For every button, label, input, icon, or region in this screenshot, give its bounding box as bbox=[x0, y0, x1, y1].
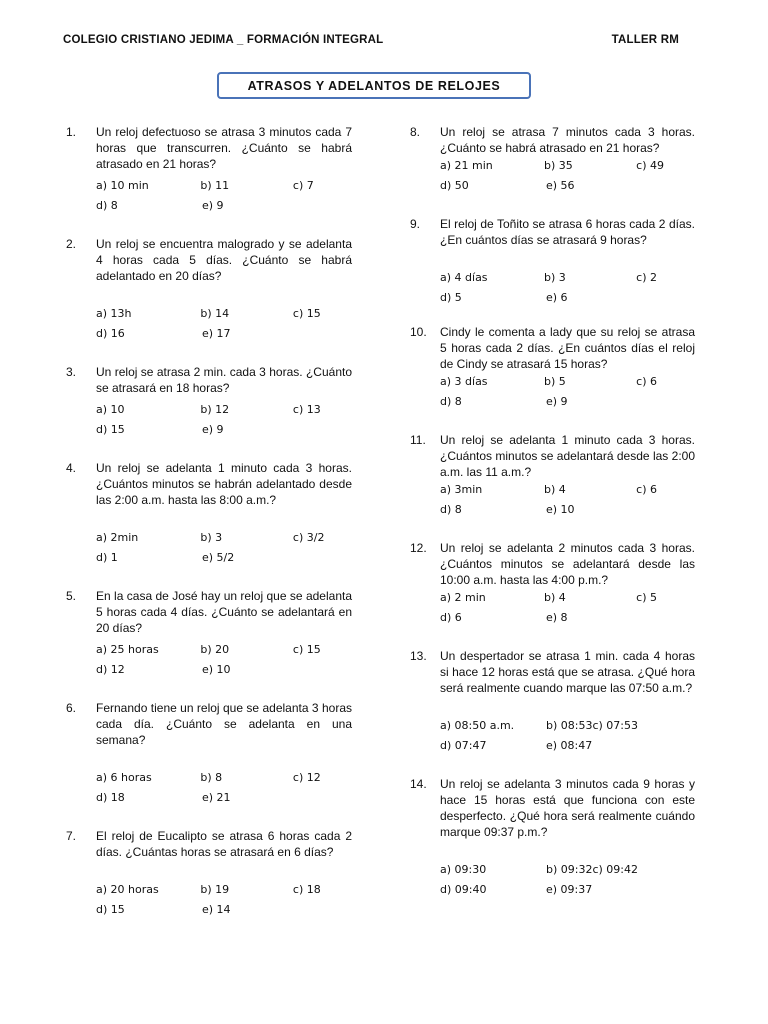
option-a: a) 10 min bbox=[96, 179, 149, 192]
option-b: b) 4 bbox=[543, 591, 566, 604]
option-a: a) 25 horas bbox=[96, 643, 159, 656]
question-7 bbox=[66, 828, 352, 920]
question-number: 10. bbox=[410, 325, 427, 339]
question-text: El reloj de Toñito se atrasa 6 horas cada 2 días. ¿En cuántos días se atrasará 9 horas? bbox=[440, 217, 695, 247]
option-c: c) 7 bbox=[292, 179, 314, 192]
answer-options bbox=[440, 716, 695, 756]
option-e: e) 10 bbox=[546, 503, 575, 516]
option-d: d) 15 bbox=[96, 903, 125, 916]
option-b: b) 19 bbox=[200, 883, 230, 896]
option-a: a) 3min bbox=[440, 483, 483, 496]
answer-options bbox=[96, 400, 352, 440]
question-number: 12. bbox=[410, 541, 427, 555]
answer-options bbox=[440, 156, 695, 196]
option-a: a) 2 min bbox=[440, 591, 486, 604]
option-e: e) 9 bbox=[546, 395, 568, 408]
answer-options bbox=[440, 480, 695, 520]
question-number: 1. bbox=[66, 125, 77, 139]
question-6 bbox=[66, 700, 352, 808]
question-number: 3. bbox=[66, 365, 77, 379]
answer-options bbox=[96, 768, 352, 808]
question-2 bbox=[66, 236, 352, 344]
question-text: Un reloj se adelanta 1 minuto cada 3 horas. ¿Cuántos minutos se adelantará desde las 2:00 a.m. las 11 a.m.? bbox=[440, 433, 695, 479]
option-c: c) 15 bbox=[292, 643, 321, 656]
option-c: c) 15 bbox=[292, 307, 321, 320]
option-d: d) 6 bbox=[440, 611, 462, 624]
option-e: e) 09:37 bbox=[546, 883, 593, 896]
option-a: a) 13h bbox=[96, 307, 132, 320]
option-c: c) 6 bbox=[636, 483, 657, 496]
option-c: c) 5 bbox=[636, 591, 657, 604]
option-b: b) 4 bbox=[543, 483, 566, 496]
question-number: 6. bbox=[66, 701, 77, 715]
answer-options bbox=[440, 588, 695, 628]
option-b: b) 14 bbox=[200, 307, 230, 320]
option-a: a) 08:50 a.m. bbox=[440, 719, 515, 732]
option-e: e) 9 bbox=[202, 199, 224, 212]
question-text: Un reloj se adelanta 3 minutos cada 9 horas y hace 15 horas está que funciona con este desperfecto. ¿Qué hora será realmente cuándo marque 09:37 p.m.? bbox=[440, 777, 695, 839]
option-a: a) 09:30 bbox=[440, 863, 487, 876]
question-3 bbox=[66, 364, 352, 440]
option-b: b) 11 bbox=[200, 179, 230, 192]
question-14 bbox=[410, 776, 695, 900]
option-e: e) 14 bbox=[202, 903, 231, 916]
question-11 bbox=[410, 432, 695, 520]
option-c: c) 6 bbox=[636, 375, 657, 388]
option-e: e) 9 bbox=[202, 423, 224, 436]
question-10 bbox=[410, 324, 695, 412]
option-d: d) 09:40 bbox=[440, 883, 487, 896]
question-text: Un reloj defectuoso se atrasa 3 minutos cada 7 horas que transcurren. ¿Cuánto se habrá atrasado en 21 horas? bbox=[96, 125, 352, 171]
question-number: 13. bbox=[410, 649, 427, 663]
option-d: d) 15 bbox=[96, 423, 125, 436]
option-e: e) 10 bbox=[202, 663, 231, 676]
option-e: e) 5/2 bbox=[202, 551, 235, 564]
option-d: d) 8 bbox=[96, 199, 118, 212]
option-c: c) 18 bbox=[292, 883, 321, 896]
question-number: 14. bbox=[410, 777, 427, 791]
worksheet-title: ATRASOS Y ADELANTOS DE RELOJES bbox=[217, 72, 531, 99]
option-d: d) 5 bbox=[440, 291, 462, 304]
option-a: a) 10 bbox=[96, 403, 125, 416]
question-9 bbox=[410, 216, 695, 308]
answer-options bbox=[96, 528, 352, 568]
school-name: COLEGIO CRISTIANO JEDIMA _ FORMACIÓN INTEGRAL bbox=[63, 34, 384, 46]
option-a: a) 21 min bbox=[440, 159, 493, 172]
question-number: 2. bbox=[66, 237, 77, 251]
option-e: e) 6 bbox=[546, 291, 568, 304]
question-number: 9. bbox=[410, 217, 421, 231]
option-e: e) 17 bbox=[202, 327, 231, 340]
option-b: b) 8 bbox=[200, 771, 223, 784]
question-5 bbox=[66, 588, 352, 680]
option-b: b) 20 bbox=[200, 643, 230, 656]
option-c: c) 13 bbox=[292, 403, 321, 416]
answer-options bbox=[96, 640, 352, 680]
option-e: e) 21 bbox=[202, 791, 231, 804]
answer-options bbox=[96, 880, 352, 920]
question-number: 7. bbox=[66, 829, 77, 843]
option-d: d) 8 bbox=[440, 395, 462, 408]
option-a: a) 6 horas bbox=[96, 771, 152, 784]
right-column bbox=[410, 124, 695, 900]
option-b-c: b) 08:53c) 07:53 bbox=[546, 719, 639, 732]
answer-options bbox=[440, 268, 695, 308]
option-a: a) 20 horas bbox=[96, 883, 159, 896]
option-c: c) 3/2 bbox=[292, 531, 325, 544]
option-e: e) 8 bbox=[546, 611, 568, 624]
option-d: d) 50 bbox=[440, 179, 469, 192]
option-d: d) 8 bbox=[440, 503, 462, 516]
option-c: c) 2 bbox=[636, 271, 657, 284]
option-e: e) 08:47 bbox=[546, 739, 593, 752]
question-text: Cindy le comenta a lady que su reloj se atrasa 5 horas cada 2 días. ¿En cuántos días el reloj de Cindy se atrasará 15 horas? bbox=[440, 325, 695, 371]
question-13 bbox=[410, 648, 695, 756]
question-1 bbox=[66, 124, 352, 216]
option-d: d) 18 bbox=[96, 791, 125, 804]
option-e: e) 56 bbox=[546, 179, 575, 192]
answer-options bbox=[440, 372, 695, 412]
option-d: d) 1 bbox=[96, 551, 118, 564]
option-b: b) 35 bbox=[543, 159, 573, 172]
option-a: a) 4 días bbox=[440, 271, 488, 284]
option-b: b) 12 bbox=[200, 403, 230, 416]
option-d: d) 12 bbox=[96, 663, 125, 676]
option-a: a) 3 días bbox=[440, 375, 488, 388]
question-8 bbox=[410, 124, 695, 196]
question-12 bbox=[410, 540, 695, 628]
question-4 bbox=[66, 460, 352, 568]
question-text: Un reloj se atrasa 7 minutos cada 3 horas. ¿Cuánto se habrá atrasado en 21 horas? bbox=[440, 125, 695, 155]
option-b: b) 3 bbox=[200, 531, 223, 544]
answer-options bbox=[96, 304, 352, 344]
option-b-c: b) 09:32c) 09:42 bbox=[546, 863, 639, 876]
question-text: Fernando tiene un reloj que se adelanta 3 horas cada día. ¿Cuánto se adelanta en una semana? bbox=[96, 701, 352, 747]
question-text: En la casa de José hay un reloj que se adelanta 5 horas cada 4 días. ¿Cuánto se adelantará en 20 días? bbox=[96, 589, 352, 635]
option-c: c) 49 bbox=[636, 159, 664, 172]
question-number: 8. bbox=[410, 125, 421, 139]
answer-options bbox=[96, 176, 352, 216]
answer-options bbox=[440, 860, 695, 900]
left-column bbox=[66, 124, 352, 920]
option-a: a) 2min bbox=[96, 531, 139, 544]
question-text: Un reloj se atrasa 2 min. cada 3 horas. ¿Cuánto se atrasará en 18 horas? bbox=[96, 365, 352, 395]
question-text: Un reloj se adelanta 1 minuto cada 3 horas. ¿Cuántos minutos se habrán adelantado desde las 2:00 a.m. hasta las 8:00 a.m.? bbox=[96, 461, 352, 507]
option-d: d) 07:47 bbox=[440, 739, 487, 752]
option-d: d) 16 bbox=[96, 327, 125, 340]
question-number: 4. bbox=[66, 461, 77, 475]
question-text: El reloj de Eucalipto se atrasa 6 horas cada 2 días. ¿Cuántas horas se atrasará en 6 días? bbox=[96, 829, 352, 859]
option-b: b) 5 bbox=[543, 375, 566, 388]
question-text: Un despertador se atrasa 1 min. cada 4 horas si hace 12 horas está que se atrasa. ¿Qué hora será realmente cuando marque las 07:50 a.m.? bbox=[440, 649, 695, 695]
option-c: c) 12 bbox=[292, 771, 321, 784]
question-number: 5. bbox=[66, 589, 77, 603]
course-name: TALLER RM bbox=[611, 34, 679, 46]
option-b: b) 3 bbox=[543, 271, 566, 284]
question-number: 11. bbox=[410, 433, 426, 447]
question-text: Un reloj se adelanta 2 minutos cada 3 horas. ¿Cuántos minutos se adelantará desde las 10:00 a.m. hasta las 4:00 p.m.? bbox=[440, 541, 695, 587]
question-text: Un reloj se encuentra malogrado y se adelanta 4 horas cada 5 días. ¿Cuánto se habrá adelantado en 20 días? bbox=[96, 237, 352, 283]
